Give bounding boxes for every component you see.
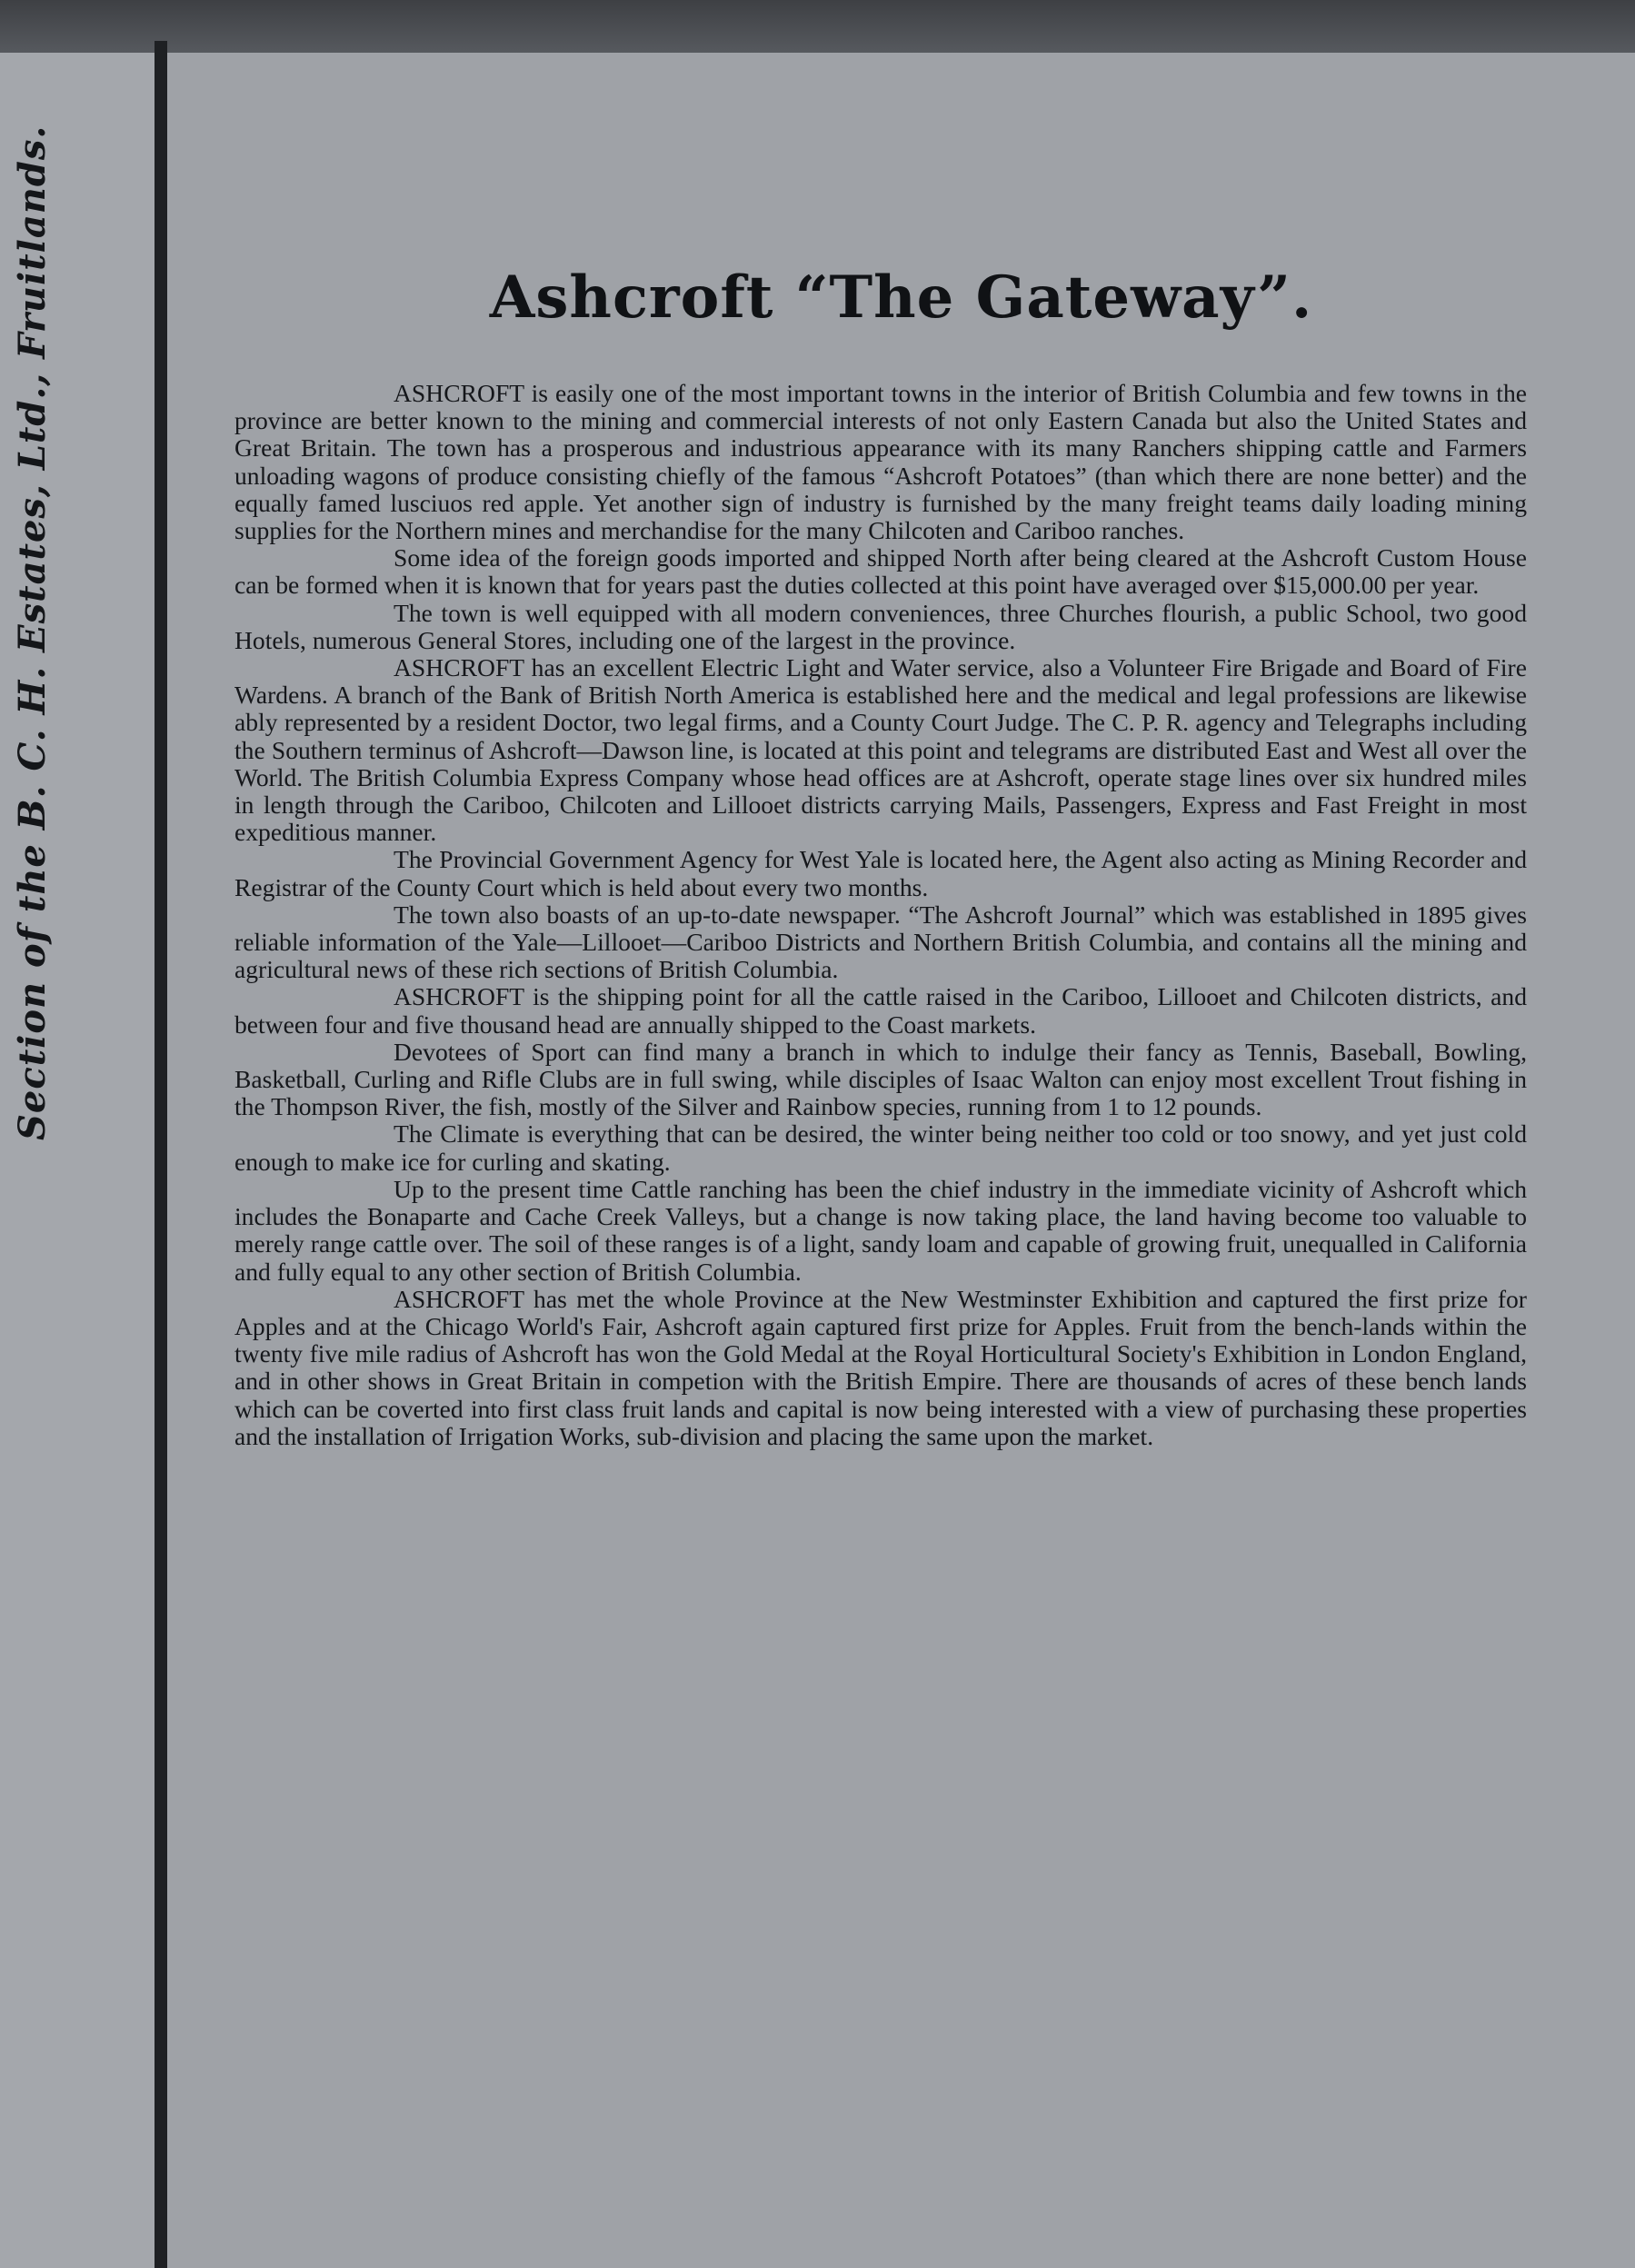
paragraph: The Provincial Government Agency for West Yale is located here, the Agent also acting as Mining Recorder and Registrar of the County Court which is held about every two months. bbox=[234, 845, 1527, 901]
paragraph: Devotees of Sport can find many a branch in which to indulge their fancy as Tennis, Baseball, Bowling, Basketball, Curling and Rifle Clubs are in full swing, while disciples of Isaac Walton can enjoy most excellent Trout fishing in the Thompson River, the fish, mostly of the Silver and Rainbow species, running from 1 to 12 pounds. bbox=[234, 1037, 1527, 1121]
paragraph: The town also boasts of an up-to-date newspaper. “The Ashcroft Journal” which was established in 1895 gives reliable information of the Yale—Lillooet—Cariboo Districts and Northern British Columbia, and contains all the mining and agricultural news of these rich sections of British Columbia. bbox=[234, 900, 1527, 984]
paragraph: ASHCROFT is the shipping point for all the cattle raised in the Cariboo, Lillooet and Chilcoten districts, and between four and five thousand head are annually shipped to the Coast markets. bbox=[234, 982, 1527, 1039]
paragraph: Up to the present time Cattle ranching has been the chief industry in the immediate vicinity of Ashcroft which includes the Bonaparte and Cache Creek Valleys, but a change is now taking place, the land having become too valuable to merely range cattle over. The soil of these ranges is of a light, sandy loam and capable of growing fruit, unequalled in California and fully equal to any other section of British Columbia. bbox=[234, 1174, 1527, 1286]
paragraph: ASHCROFT is easily one of the most important towns in the interior of British Columbia and few towns in the province are better known to the mining and commercial interests of not only Eastern Canada but also the United States and Great Britain. The town has a prosperous and industrious appearance with its many Ranchers shipping cattle and Farmers unloading wagons of produce consisting chiefly of the famous “Ashcroft Potatoes” (than which there are none better) and the equally famed lusciuos red apple. Yet another sign of industry is furnished by the many freight teams daily loading mining supplies for the Northern mines and merchandise for the many Chilcoten and Cariboo ranches. bbox=[234, 379, 1527, 545]
article-body bbox=[234, 380, 1527, 1450]
side-caption: Section of the B. C. H. Estates, Ltd., Fruitlands. bbox=[11, 124, 54, 1140]
paragraph: ASHCROFT has met the whole Province at the New Westminster Exhibition and captured the first prize for Apples and at the Chicago World's Fair, Ashcroft again captured first prize for Apples. Fruit from the bench-lands within the twenty five mile radius of Ashcroft has won the Gold Medal at the Royal Horticultural Society's Exhibition in London England, and in other shows in Great Britain in competion with the British Empire. There are thousands of acres of these bench lands which can be coverted into first class fruit lands and capital is now being interested with a view of purchasing these properties and the installation of Irrigation Works, sub-division and placing the same upon the market. bbox=[234, 1284, 1527, 1450]
top-dark-strip bbox=[0, 0, 1635, 53]
paragraph: The Climate is everything that can be desired, the winter being neither too cold or too snowy, and yet just cold enough to make ice for curling and skating. bbox=[234, 1119, 1527, 1176]
page-title: Ashcroft “The Gateway”. bbox=[489, 264, 1313, 332]
paragraph: ASHCROFT has an excellent Electric Light and Water service, also a Volunteer Fire Brigade and Board of Fire Wardens. A branch of the Bank of British North America is established here and the medical and legal professions are likewise ably represented by a resident Doctor, two legal firms, and a County Court Judge. The C. P. R. agency and Telegraphs including the Southern terminus of Ashcroft—Dawson line, is located at this point and telegrams are distributed East and West all over the World. The British Columbia Express Company whose head offices are at Ashcroft, operate stage lines over six hundred miles in length through the Cariboo, Chilcoten and Lillooet districts carrying Mails, Passengers, Express and Fast Freight in most expeditious manner. bbox=[234, 653, 1527, 847]
vertical-divider-rule bbox=[155, 41, 167, 2268]
paragraph: Some idea of the foreign goods imported and shipped North after being cleared at the Ashcroft Custom House can be formed when it is known that for years past the duties collected at this point have averaged over $15,000.00 per year. bbox=[234, 543, 1527, 600]
paragraph: The town is well equipped with all modern conveniences, three Churches flourish, a public School, two good Hotels, numerous General Stores, including one of the largest in the province. bbox=[234, 598, 1527, 654]
